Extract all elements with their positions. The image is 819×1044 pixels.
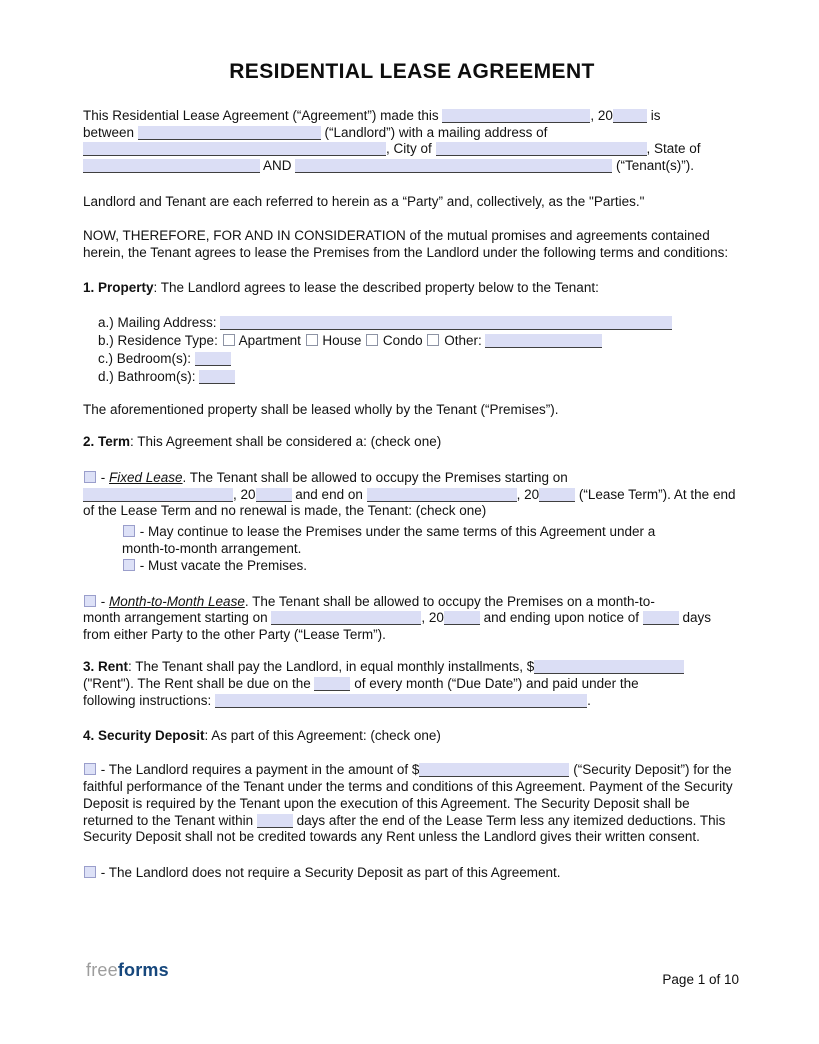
lease-end-year-field[interactable]	[539, 488, 575, 502]
text-run: days after the end of the Lease Term less any itemized deductions. This Security Deposit shall not be credited towards any Rent unless the Landlord gives their written consent.	[83, 812, 726, 845]
page-title: RESIDENTIAL LEASE AGREEMENT	[229, 60, 595, 83]
text-run: , State of	[646, 141, 701, 157]
house-checkbox[interactable]	[306, 334, 318, 346]
text-run: (“Landlord”) with a mailing address of	[320, 124, 548, 140]
term-section-heading	[83, 434, 741, 451]
text-run: of the Lease Term and no renewal is made, the Tenant: (check one)	[83, 503, 487, 519]
property-detail-list	[98, 314, 741, 386]
text-run: is	[646, 107, 661, 123]
text-run: (“Security Deposit”) for the faithful performance of the Tenant under the terms and conditions of this Agreement. Payment of the Security Deposit is required by the Tenant upon the execution of this Agreement. The Security Deposit shall be returned to the Tenant within	[83, 762, 733, 828]
month-to-month-checkbox[interactable]	[84, 595, 96, 607]
text-run: between	[83, 124, 138, 140]
text-run: month-to-month arrangement.	[122, 540, 302, 556]
agreement-day-field[interactable]	[442, 109, 590, 123]
landlord-name-field[interactable]	[138, 126, 321, 140]
freeforms-logo	[86, 960, 169, 981]
may-continue-checkbox[interactable]	[123, 525, 135, 537]
premises-note	[83, 402, 741, 419]
property-item-bedrooms	[98, 350, 741, 368]
text-run: House	[318, 333, 366, 349]
text-run: : The Landlord agrees to lease the described property below to the Tenant:	[153, 280, 599, 296]
must-vacate-checkbox[interactable]	[123, 559, 135, 571]
text-run: - Must vacate the Premises.	[136, 557, 308, 573]
text-run: a.) Mailing Address:	[98, 315, 221, 331]
agreement-year-field[interactable]	[613, 109, 647, 123]
text-run: .	[587, 692, 591, 708]
text-run: -	[97, 469, 109, 485]
text-run: , 20	[590, 107, 613, 123]
notice-days-field[interactable]	[643, 611, 679, 625]
text-run: - The Landlord does not require a Security Deposit as part of this Agreement.	[97, 865, 561, 881]
landlord-street-address-field[interactable]	[83, 142, 386, 156]
fixed-lease-options	[122, 524, 702, 574]
text-run: Apartment	[235, 333, 305, 349]
text-run: , 20	[233, 486, 256, 502]
text-run: 4. Security Deposit	[83, 728, 205, 744]
text-run: : As part of this Agreement: (check one)	[204, 728, 441, 744]
text-run: , 20	[516, 486, 540, 502]
text-run: from either Party to the other Party (“Lease Term”).	[83, 627, 386, 643]
mtm-start-year-field[interactable]	[444, 611, 480, 625]
text-run: following instructions:	[83, 692, 216, 708]
property-item-residence-type	[98, 332, 741, 350]
deposit-return-days-field[interactable]	[257, 814, 293, 828]
text-run: NOW, THEREFORE, FOR AND IN CONSIDERATION of the mutual promises and agreements contained herein, the Tenant agrees to lease the Premises from the Landlord under the following terms and conditions:	[83, 227, 729, 260]
security-deposit-amount-field[interactable]	[419, 763, 569, 777]
logo-forms-text: forms	[117, 960, 169, 980]
landlord-city-field[interactable]	[436, 142, 647, 156]
bathrooms-field[interactable]	[199, 370, 235, 384]
property-section-heading	[83, 280, 741, 297]
text-run: . The Tenant shall be allowed to occupy the Premises on a month-to-	[244, 593, 655, 609]
mtm-start-date-field[interactable]	[271, 611, 421, 625]
text-run: -	[97, 593, 109, 609]
text-run: , 20	[421, 610, 444, 626]
text-run: d.) Bathroom(s):	[98, 369, 200, 385]
text-run: Fixed Lease	[109, 469, 183, 485]
text-run: (“Lease Term”). At the end	[575, 486, 736, 502]
option-must-vacate	[122, 558, 702, 575]
lease-start-year-field[interactable]	[256, 488, 292, 502]
text-run: Other:	[440, 333, 486, 349]
no-security-deposit-checkbox[interactable]	[84, 866, 96, 878]
rent-paragraph	[83, 659, 741, 709]
text-run: Condo	[379, 333, 427, 349]
text-run: and end on	[291, 486, 367, 502]
property-item-mailing-address	[98, 314, 741, 332]
security-deposit-heading	[83, 728, 741, 745]
option-may-continue	[122, 524, 702, 558]
text-run: ("Rent"). The Rent shall be due on the	[83, 675, 315, 691]
property-item-bathrooms	[98, 368, 741, 386]
text-run: of every month (“Due Date”) and paid under the	[350, 675, 639, 691]
text-run: c.) Bedroom(s):	[98, 351, 195, 367]
rent-due-day-field[interactable]	[314, 677, 350, 691]
rent-amount-field[interactable]	[534, 660, 684, 674]
fixed-lease-checkbox[interactable]	[84, 471, 96, 483]
text-run: - The Landlord requires a payment in the amount of $	[97, 762, 420, 778]
text-run: - May continue to lease the Premises under the same terms of this Agreement under a	[136, 524, 656, 540]
text-run: and ending upon notice of	[479, 610, 643, 626]
other-checkbox[interactable]	[427, 334, 439, 346]
text-run: 1. Property	[83, 280, 154, 296]
text-run: . The Tenant shall be allowed to occupy the Premises starting on	[182, 469, 568, 485]
fixed-lease-paragraph	[83, 470, 741, 520]
text-run: : This Agreement shall be considered a: (check one)	[130, 433, 442, 449]
intro-paragraph	[83, 108, 741, 175]
lease-agreement-page	[83, 60, 741, 882]
consideration-paragraph	[83, 228, 741, 262]
condo-checkbox[interactable]	[366, 334, 378, 346]
text-run: Month-to-Month Lease	[109, 593, 245, 609]
payment-instructions-field[interactable]	[215, 694, 587, 708]
property-mailing-address-field[interactable]	[220, 316, 672, 330]
text-run: (“Tenant(s)”).	[612, 158, 695, 174]
page-number: Page 1 of 10	[662, 972, 739, 987]
lease-end-date-field[interactable]	[367, 488, 517, 502]
security-deposit-required-paragraph	[83, 762, 741, 846]
landlord-state-field[interactable]	[83, 159, 260, 173]
text-run: month arrangement starting on	[83, 610, 272, 626]
other-residence-field[interactable]	[485, 334, 602, 348]
text-run: Landlord and Tenant are each referred to herein as a “Party” and, collectively, as the "Parties."	[83, 193, 645, 209]
text-run: , City of	[386, 141, 436, 157]
text-run: : The Tenant shall pay the Landlord, in equal monthly installments, $	[128, 658, 535, 674]
security-deposit-required-checkbox[interactable]	[84, 763, 96, 775]
month-to-month-paragraph	[83, 594, 741, 644]
security-deposit-not-required-paragraph	[83, 865, 741, 882]
logo-free-text: free	[86, 960, 118, 980]
apartment-checkbox[interactable]	[223, 334, 235, 346]
text-run: 3. Rent	[83, 658, 129, 674]
lease-start-date-field[interactable]	[83, 488, 233, 502]
text-run: b.) Residence Type:	[98, 333, 222, 349]
text-run: This Residential Lease Agreement (“Agreement”) made this	[83, 107, 443, 123]
text-run: The aforementioned property shall be leased wholly by the Tenant (“Premises”).	[83, 402, 559, 418]
text-run: days	[678, 610, 712, 626]
text-run: 2. Term	[83, 433, 131, 449]
bedrooms-field[interactable]	[195, 352, 231, 366]
parties-paragraph	[83, 194, 741, 211]
tenant-names-field[interactable]	[295, 159, 612, 173]
text-run: AND	[260, 158, 296, 174]
